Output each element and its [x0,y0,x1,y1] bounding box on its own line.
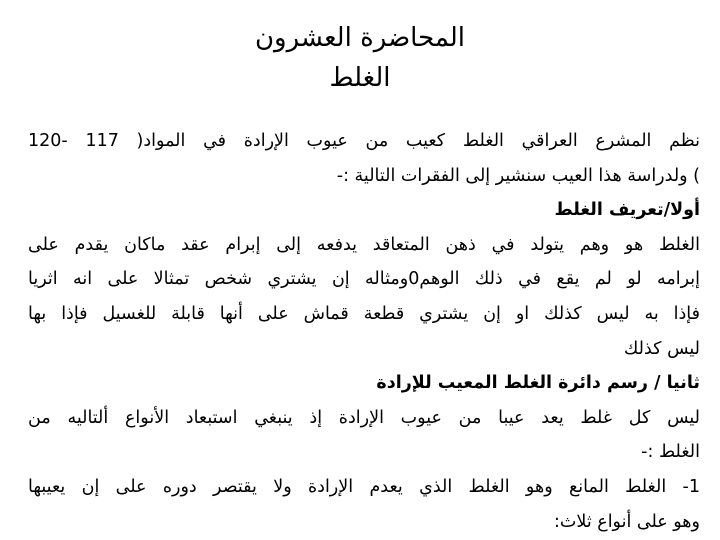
topic-title: الغلط [329,63,391,93]
section-heading-scope: ثانيا / رسم دائرة الغلط المعيب للإرادة [376,373,700,394]
section-heading-definition: أولا/تعريف الغلط [554,200,700,221]
body-line-7: ليس كذلك [623,338,700,359]
body-line-5: إبرامه لو لم يقع في ذلك الوهم0ومثاله إن يشتري شخص تمثالا على انه اثريا [28,269,700,290]
body-line-2: ) ولدراسة هذا العيب سنشير إلى الفقرات التالية :- [336,165,700,186]
body-line-4: الغلط هو وهم يتولد في ذهن المتعاقد يدفعه إلى إبرام عقد ماكان يقدم على [28,234,700,255]
body-line-1: نظم المشرع العراقي الغلط كعيب من عيوب الإرادة في المواد( 117 -120 [28,131,700,151]
body-line-12: وهو على أنواع ثلاث: [554,511,700,532]
body-line-11: 1- الغلط المانع وهو الغلط الذي يعدم الإرادة ولا يقتصر دوره على إن يعيبها [28,476,700,497]
body-line-10: الغلط :- [641,442,700,463]
lecture-title: المحاضرة العشرون [254,23,466,53]
slide-body [28,124,700,539]
slide-title [0,18,720,98]
body-line-6: فإذا به ليس كذلك او إن يشتري قطعة قماش على أنها قابلة للغسيل فإذا بها [28,303,700,324]
body-line-9: ليس كل غلط يعد عيبا من عيوب الإرادة إذ ينبغي استبعاد الأنواع ألتاليه من [28,407,700,428]
